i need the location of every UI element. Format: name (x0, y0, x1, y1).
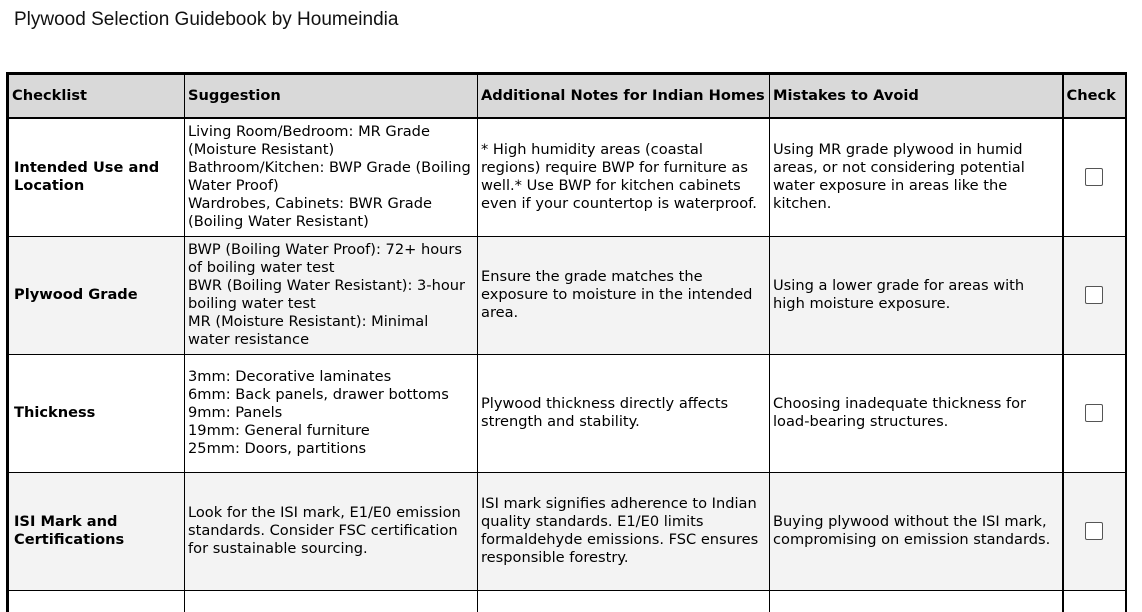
partial-cell (1063, 590, 1126, 612)
partial-cell (478, 590, 770, 612)
checkbox[interactable] (1085, 286, 1103, 304)
header-mistakes: Mistakes to Avoid (770, 75, 1063, 119)
row-notes: * High humidity areas (coastal regions) require BWP for furniture as well.* Use BWP for kitchen cabinets even if your countertop is waterproof. (478, 118, 770, 236)
row-suggestion (185, 354, 478, 472)
row-item: Thickness (9, 354, 185, 472)
row-suggestion (185, 118, 478, 236)
checklist-table (8, 74, 1126, 612)
row-item: ISI Mark and Certifications (9, 472, 185, 590)
suggestion-line: 25mm: Doors, partitions (188, 440, 367, 457)
checkbox[interactable] (1085, 522, 1103, 540)
row-mistakes: Using a lower grade for areas with high moisture exposure. (770, 236, 1063, 354)
row-mistakes: Choosing inadequate thickness for load-bearing structures. (770, 354, 1063, 472)
header-checklist: Checklist (9, 75, 185, 119)
row-mistakes: Using MR grade plywood in humid areas, or not considering potential water exposure in areas like the kitchen. (770, 118, 1063, 236)
suggestion-line: 9mm: Panels (188, 404, 283, 421)
partial-cell (770, 590, 1063, 612)
checkbox[interactable] (1085, 168, 1103, 186)
table-row (9, 354, 1126, 472)
suggestion-line: Bathroom/Kitchen: BWP Grade (Boiling Water Proof) (188, 159, 471, 195)
suggestion-line: BWR (Boiling Water Resistant): 3-hour boiling water test (188, 277, 466, 312)
suggestion-line: MR (Moisture Resistant): Minimal water resistance (188, 313, 429, 348)
table-row (9, 118, 1126, 236)
row-check-cell (1063, 472, 1126, 590)
row-notes: ISI mark signifies adherence to Indian quality standards. E1/E0 limits formaldehyde emissions. FSC ensures responsible forestry. (478, 472, 770, 590)
header-check: Check (1063, 75, 1126, 119)
row-suggestion (185, 236, 478, 354)
suggestion-line: Living Room/Bedroom: MR Grade (Moisture Resistant) (188, 123, 430, 159)
row-notes: Ensure the grade matches the exposure to moisture in the intended area. (478, 236, 770, 354)
suggestion-line: Look for the ISI mark, E1/E0 emission standards. Consider FSC certification for sustainable sourcing. (188, 504, 461, 557)
row-suggestion (185, 472, 478, 590)
row-mistakes: Buying plywood without the ISI mark, compromising on emission standards. (770, 472, 1063, 590)
suggestion-line: Wardrobes, Cabinets: BWR Grade (Boiling Water Resistant) (188, 195, 432, 231)
row-check-cell (1063, 118, 1126, 236)
table-row-partial (9, 590, 1126, 612)
header-notes: Additional Notes for Indian Homes (478, 75, 770, 119)
suggestion-line: BWP (Boiling Water Proof): 72+ hours of boiling water test (188, 241, 463, 276)
table-row (9, 236, 1126, 354)
checklist-table-container (6, 72, 1127, 612)
suggestion-line: 6mm: Back panels, drawer bottoms (188, 386, 449, 403)
header-suggestion: Suggestion (185, 75, 478, 119)
row-check-cell (1063, 354, 1126, 472)
partial-cell (185, 590, 478, 612)
row-item: Intended Use and Location (9, 118, 185, 236)
row-notes: Plywood thickness directly affects strength and stability. (478, 354, 770, 472)
partial-cell (9, 590, 185, 612)
page-title: Plywood Selection Guidebook by Houmeindia (14, 9, 399, 30)
row-check-cell (1063, 236, 1126, 354)
suggestion-line: 3mm: Decorative laminates (188, 368, 392, 385)
row-item: Plywood Grade (9, 236, 185, 354)
table-row (9, 472, 1126, 590)
suggestion-line: 19mm: General furniture (188, 422, 370, 439)
checkbox[interactable] (1085, 404, 1103, 422)
header-row (9, 75, 1126, 119)
